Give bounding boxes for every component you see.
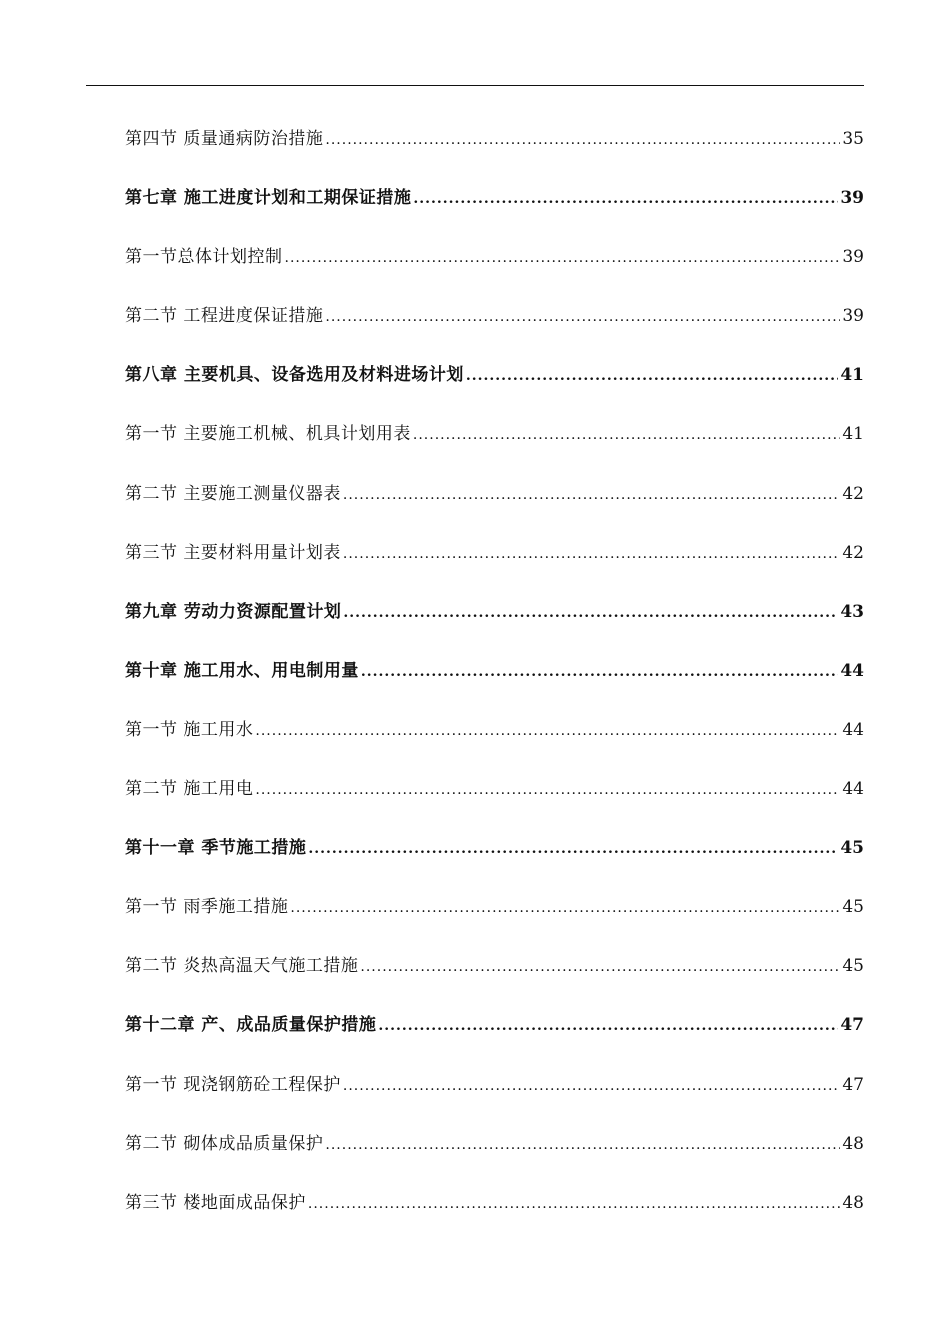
toc-entry-page: 47 [842, 1074, 864, 1095]
toc-entry-page: 44 [842, 719, 864, 740]
toc-dot-leader [343, 525, 840, 584]
toc-entry-page: 42 [842, 483, 864, 504]
toc-dot-leader [378, 997, 838, 1056]
toc-entry-title: 第四节 质量通病防治措施 [125, 129, 324, 149]
toc-entry-title: 第九章 劳动力资源配置计划 [125, 601, 342, 622]
toc-entry-page: 39 [842, 247, 864, 268]
toc-entry[interactable] [125, 878, 864, 937]
toc-entry-page: 45 [842, 956, 864, 977]
toc-entry-title: 第二节 工程进度保证措施 [125, 306, 324, 327]
toc-entry[interactable] [125, 228, 864, 287]
toc-dot-leader [413, 170, 838, 229]
toc-entry-page: 48 [842, 1192, 864, 1213]
toc-entry-title: 第一节 施工用水 [125, 719, 254, 740]
toc-entry[interactable] [125, 642, 864, 701]
toc-entry[interactable] [125, 819, 864, 878]
toc-entry-title: 第十章 施工用水、用电制用量 [125, 660, 359, 681]
toc-entry-page: 47 [840, 1015, 864, 1036]
toc-entry-page: 39 [840, 188, 864, 209]
toc-entry-title: 第八章 主要机具、设备选用及材料进场计划 [125, 365, 464, 386]
toc-entry[interactable] [125, 583, 864, 642]
toc-entry[interactable] [125, 701, 864, 760]
toc-entry-title: 第二节 施工用电 [125, 779, 254, 800]
toc-dot-leader [255, 761, 840, 820]
toc-entry-page: 41 [842, 424, 864, 445]
toc-entry-title: 第七章 施工进度计划和工期保证措施 [125, 188, 412, 209]
toc-entry-page: 39 [842, 306, 864, 327]
toc-entry-page: 48 [842, 1133, 864, 1154]
toc-entry-title: 第二节 主要施工测量仪器表 [125, 483, 341, 504]
toc-dot-leader [466, 347, 838, 406]
toc-entry-page: 44 [840, 660, 864, 681]
toc-dot-leader [343, 1057, 840, 1116]
toc-dot-leader [285, 229, 841, 288]
toc-entry[interactable] [125, 1115, 864, 1174]
toc-dot-leader [360, 938, 840, 997]
toc-entry[interactable] [125, 346, 864, 405]
toc-entry[interactable] [125, 937, 864, 996]
toc-entry-page: 35 [842, 129, 864, 149]
toc-entry-title: 第三节 楼地面成品保护 [125, 1192, 306, 1213]
table-of-contents [125, 110, 864, 1233]
toc-entry-title: 第一节总体计划控制 [125, 247, 283, 268]
toc-entry-title: 第一节 雨季施工措施 [125, 897, 289, 918]
toc-dot-leader [413, 406, 840, 465]
toc-entry[interactable] [125, 465, 864, 524]
toc-entry-title: 第三节 主要材料用量计划表 [125, 542, 341, 563]
toc-dot-leader [308, 820, 838, 879]
toc-entry[interactable] [125, 169, 864, 228]
toc-entry[interactable] [125, 287, 864, 346]
toc-entry-page: 42 [842, 542, 864, 563]
toc-entry-page: 44 [842, 779, 864, 800]
toc-dot-leader [255, 702, 840, 761]
toc-entry-page: 45 [840, 838, 864, 859]
toc-entry-page: 41 [840, 365, 864, 386]
toc-entry-title: 第二节 炎热高温天气施工措施 [125, 956, 359, 977]
toc-entry[interactable] [125, 1056, 864, 1115]
toc-entry[interactable] [125, 524, 864, 583]
toc-dot-leader [325, 1116, 840, 1175]
toc-dot-leader [325, 288, 840, 347]
toc-entry[interactable] [125, 1174, 864, 1233]
toc-dot-leader [343, 584, 838, 643]
toc-entry[interactable] [125, 760, 864, 819]
toc-dot-leader [308, 1175, 840, 1234]
toc-entry-title: 第一节 主要施工机械、机具计划用表 [125, 424, 411, 445]
toc-dot-leader [361, 643, 838, 702]
toc-dot-leader [343, 466, 840, 525]
toc-entry-title: 第二节 砌体成品质量保护 [125, 1133, 324, 1154]
toc-dot-leader [325, 111, 840, 170]
toc-dot-leader [290, 879, 840, 938]
toc-entry[interactable] [125, 996, 864, 1055]
header-rule [86, 85, 864, 86]
toc-entry[interactable] [125, 405, 864, 464]
toc-entry-title: 第十二章 产、成品质量保护措施 [125, 1015, 377, 1036]
toc-entry-title: 第十一章 季节施工措施 [125, 838, 307, 859]
toc-entry[interactable] [125, 110, 864, 169]
toc-entry-page: 43 [840, 601, 864, 622]
toc-entry-page: 45 [842, 897, 864, 918]
toc-entry-title: 第一节 现浇钢筋砼工程保护 [125, 1074, 341, 1095]
